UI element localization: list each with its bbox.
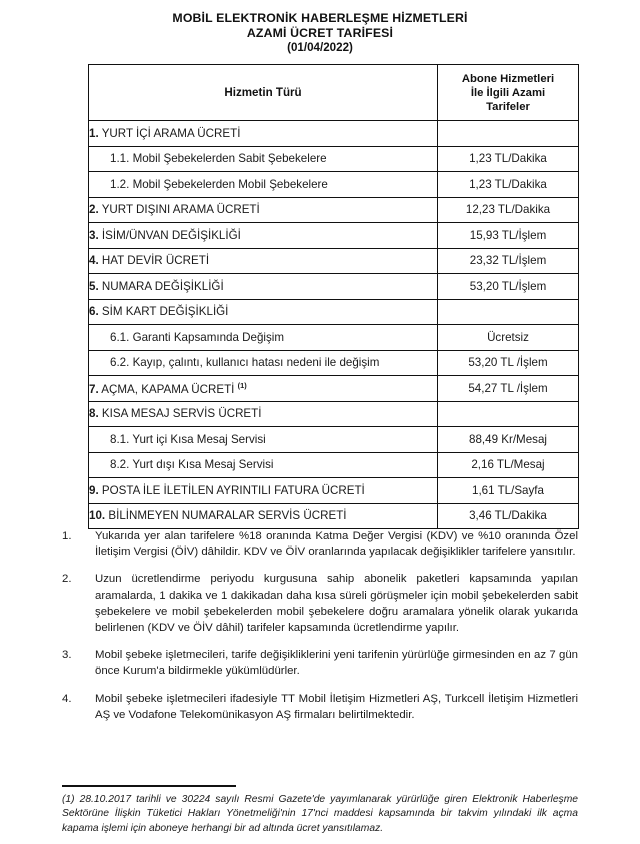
- row-number: 6.: [89, 305, 99, 319]
- row-service-label: [89, 325, 438, 351]
- row-label-text: KISA MESAJ SERVİS ÜCRETİ: [101, 407, 262, 421]
- row-tariff-value: 12,23 TL/Dakika: [438, 197, 579, 223]
- row-number: 7.: [89, 382, 99, 396]
- row-service-label: [89, 350, 438, 376]
- table-row: [89, 503, 579, 529]
- note-number: 3.: [62, 649, 72, 662]
- row-label-text: Kayıp, çalıntı, kullanıcı hatası nedeni ile değişim: [132, 356, 380, 370]
- row-number: 10.: [89, 509, 106, 523]
- note-number: 2.: [62, 573, 72, 586]
- header-service-type: Hizmetin Türü: [89, 65, 438, 121]
- table-header-row: [89, 65, 579, 121]
- table-row: [89, 248, 579, 274]
- note-body: Yukarıda yer alan tarifelere %18 oranında Katma Değer Vergisi (KDV) ve %10 oranında Özel İletişim Vergisi (ÖİV) dâhildir. KDV ve ÖİV oranlarında yapılacak değişiklikler tarifelere yansıtılır.: [95, 530, 578, 559]
- row-number: 8.: [89, 407, 99, 421]
- row-number: 1.: [89, 126, 99, 140]
- note-item: [62, 691, 578, 723]
- row-number: 4.: [89, 254, 99, 268]
- header-max-tariff-line3: Tarifeler: [486, 100, 530, 113]
- row-service-label: [89, 376, 438, 402]
- row-service-label: [89, 172, 438, 198]
- row-tariff-value: 1,23 TL/Dakika: [438, 146, 579, 172]
- row-label-text: Yurt dışı Kısa Mesaj Servisi: [132, 458, 274, 472]
- row-tariff-value: [438, 121, 579, 147]
- row-label-text: BİLİNMEYEN NUMARALAR SERVİS ÜCRETİ: [108, 509, 347, 523]
- row-tariff-value: 2,16 TL/Mesaj: [438, 452, 579, 478]
- row-service-label: [89, 274, 438, 300]
- row-number: 3.: [89, 228, 99, 242]
- table-row: [89, 121, 579, 147]
- row-service-label: [89, 299, 438, 325]
- row-tariff-value: [438, 401, 579, 427]
- table-row: [89, 223, 579, 249]
- row-label-text: HAT DEVİR ÜCRETİ: [101, 254, 210, 268]
- table-row: [89, 299, 579, 325]
- title-line-1: MOBİL ELEKTRONİK HABERLEŞME HİZMETLERİ: [172, 11, 468, 25]
- row-label-text: NUMARA DEĞİŞİKLİĞİ: [101, 279, 224, 293]
- row-number: 8.1.: [110, 432, 130, 446]
- note-body: Mobil şebeke işletmecileri ifadesiyle TT Mobil İletişim Hizmetleri AŞ, Turkcell İletişim Hizmetleri AŞ ve Vodafone Telekomünikasyon AŞ firmaları belirtilmektedir.: [95, 692, 578, 721]
- row-service-label: [89, 427, 438, 453]
- row-tariff-value: 53,20 TL/İşlem: [438, 274, 579, 300]
- row-label-text: SİM KART DEĞİŞİKLİĞİ: [101, 305, 229, 319]
- row-service-label: [89, 121, 438, 147]
- row-tariff-value: 3,46 TL/Dakika: [438, 503, 579, 529]
- row-service-label: [89, 452, 438, 478]
- row-label-text: POSTA İLE İLETİLEN AYRINTILI FATURA ÜCRETİ: [101, 483, 365, 497]
- row-number: 1.1.: [110, 152, 130, 166]
- title-line-2: AZAMİ ÜCRET TARİFESİ: [246, 25, 394, 40]
- note-body: Mobil şebeke işletmecileri, tarife değişikliklerini yeni tarifenin yürürlüğe girmesinden en az 7 gün önce Kurum'a bildirmekle yükümlüdürler.: [95, 649, 578, 678]
- tariff-table-container: [88, 64, 578, 529]
- footnote-marker: (1): [237, 380, 247, 390]
- row-number: 1.2.: [110, 177, 130, 191]
- row-tariff-value: 88,49 Kr/Mesaj: [438, 427, 579, 453]
- table-body: [89, 121, 579, 529]
- title-effective-date: (01/04/2022): [287, 41, 353, 55]
- header-max-tariff: [438, 65, 579, 121]
- row-tariff-value: 54,27 TL /İşlem: [438, 376, 579, 402]
- row-tariff-value: 1,61 TL/Sayfa: [438, 478, 579, 504]
- row-label-text: Garanti Kapsamında Değişim: [132, 330, 285, 344]
- note-number: 1.: [62, 530, 72, 542]
- footnote-text: (1) 28.10.2017 tarihli ve 30224 sayılı Resmi Gazete'de yayımlanarak yürürlüğe giren Elektronik Haberleşme Sektörüne İlişkin Tüketici Hakları Yönetmeliği'nin 17'nci maddesi kapsamında bir takvim yılındaki ilk açma kapama işlemi için aboneye herhangi bir ad altında ücret yansıtılamaz.: [62, 794, 578, 834]
- row-number: 5.: [89, 279, 99, 293]
- note-item: [62, 647, 578, 679]
- row-label-text: İSİM/ÜNVAN DEĞİŞİKLİĞİ: [101, 228, 241, 242]
- row-service-label: [89, 223, 438, 249]
- row-service-label: [89, 197, 438, 223]
- table-row: [89, 452, 579, 478]
- row-label-text: AÇMA, KAPAMA ÜCRETİ: [101, 382, 235, 396]
- row-tariff-value: 53,20 TL /İşlem: [438, 350, 579, 376]
- row-tariff-value: Ücretsiz: [438, 325, 579, 351]
- table-row: [89, 146, 579, 172]
- row-tariff-value: 1,23 TL/Dakika: [438, 172, 579, 198]
- tariff-table: [88, 64, 579, 529]
- table-row: [89, 427, 579, 453]
- row-number: 9.: [89, 483, 99, 497]
- table-header: [89, 65, 579, 121]
- row-service-label: [89, 146, 438, 172]
- row-number: 6.2.: [110, 356, 130, 370]
- table-row: [89, 478, 579, 504]
- header-max-tariff-line2: İle İlgili Azami: [470, 86, 546, 99]
- row-service-label: [89, 503, 438, 529]
- header-max-tariff-line1: Abone Hizmetleri: [461, 72, 555, 85]
- footnote-separator: [62, 785, 236, 787]
- row-label-text: YURT İÇİ ARAMA ÜCRETİ: [101, 126, 241, 140]
- table-row: [89, 401, 579, 427]
- table-row: [89, 172, 579, 198]
- note-number: 4.: [62, 692, 72, 705]
- note-item: [62, 528, 578, 560]
- row-service-label: [89, 248, 438, 274]
- row-number: 8.2.: [110, 458, 130, 472]
- row-service-label: [89, 401, 438, 427]
- document-title-block: [0, 0, 640, 56]
- row-tariff-value: [438, 299, 579, 325]
- table-row: [89, 197, 579, 223]
- table-row: [89, 274, 579, 300]
- row-number: 2.: [89, 203, 99, 217]
- row-tariff-value: 23,32 TL/İşlem: [438, 248, 579, 274]
- row-label-text: Mobil Şebekelerden Sabit Şebekelere: [132, 152, 327, 166]
- table-row: [89, 350, 579, 376]
- row-number: 6.1.: [110, 330, 130, 344]
- row-service-label: [89, 478, 438, 504]
- note-item: [62, 571, 578, 636]
- row-label-text: Yurt içi Kısa Mesaj Servisi: [132, 432, 266, 446]
- row-tariff-value: 15,93 TL/İşlem: [438, 223, 579, 249]
- row-label-text: YURT DIŞINI ARAMA ÜCRETİ: [101, 203, 260, 217]
- notes-list: [62, 528, 578, 734]
- note-body: Uzun ücretlendirme periyodu kurgusuna sahip abonelik paketleri kapsamında yapılan aramalarda, 1 dakika ve 1 dakikadan daha kısa süreli görüşmeler için mobil şebekelerden sabit şebekelere ve mobil şebekelerden mobil şebekelere doğru aramalara yönelik olarak yukarıda belirlenen (KDV ve ÖİV dâhil) tarifeler kapsamında ücretlendirme yapılır.: [95, 573, 578, 635]
- table-row: [89, 376, 579, 402]
- row-label-text: Mobil Şebekelerden Mobil Şebekelere: [132, 177, 328, 191]
- table-row: [89, 325, 579, 351]
